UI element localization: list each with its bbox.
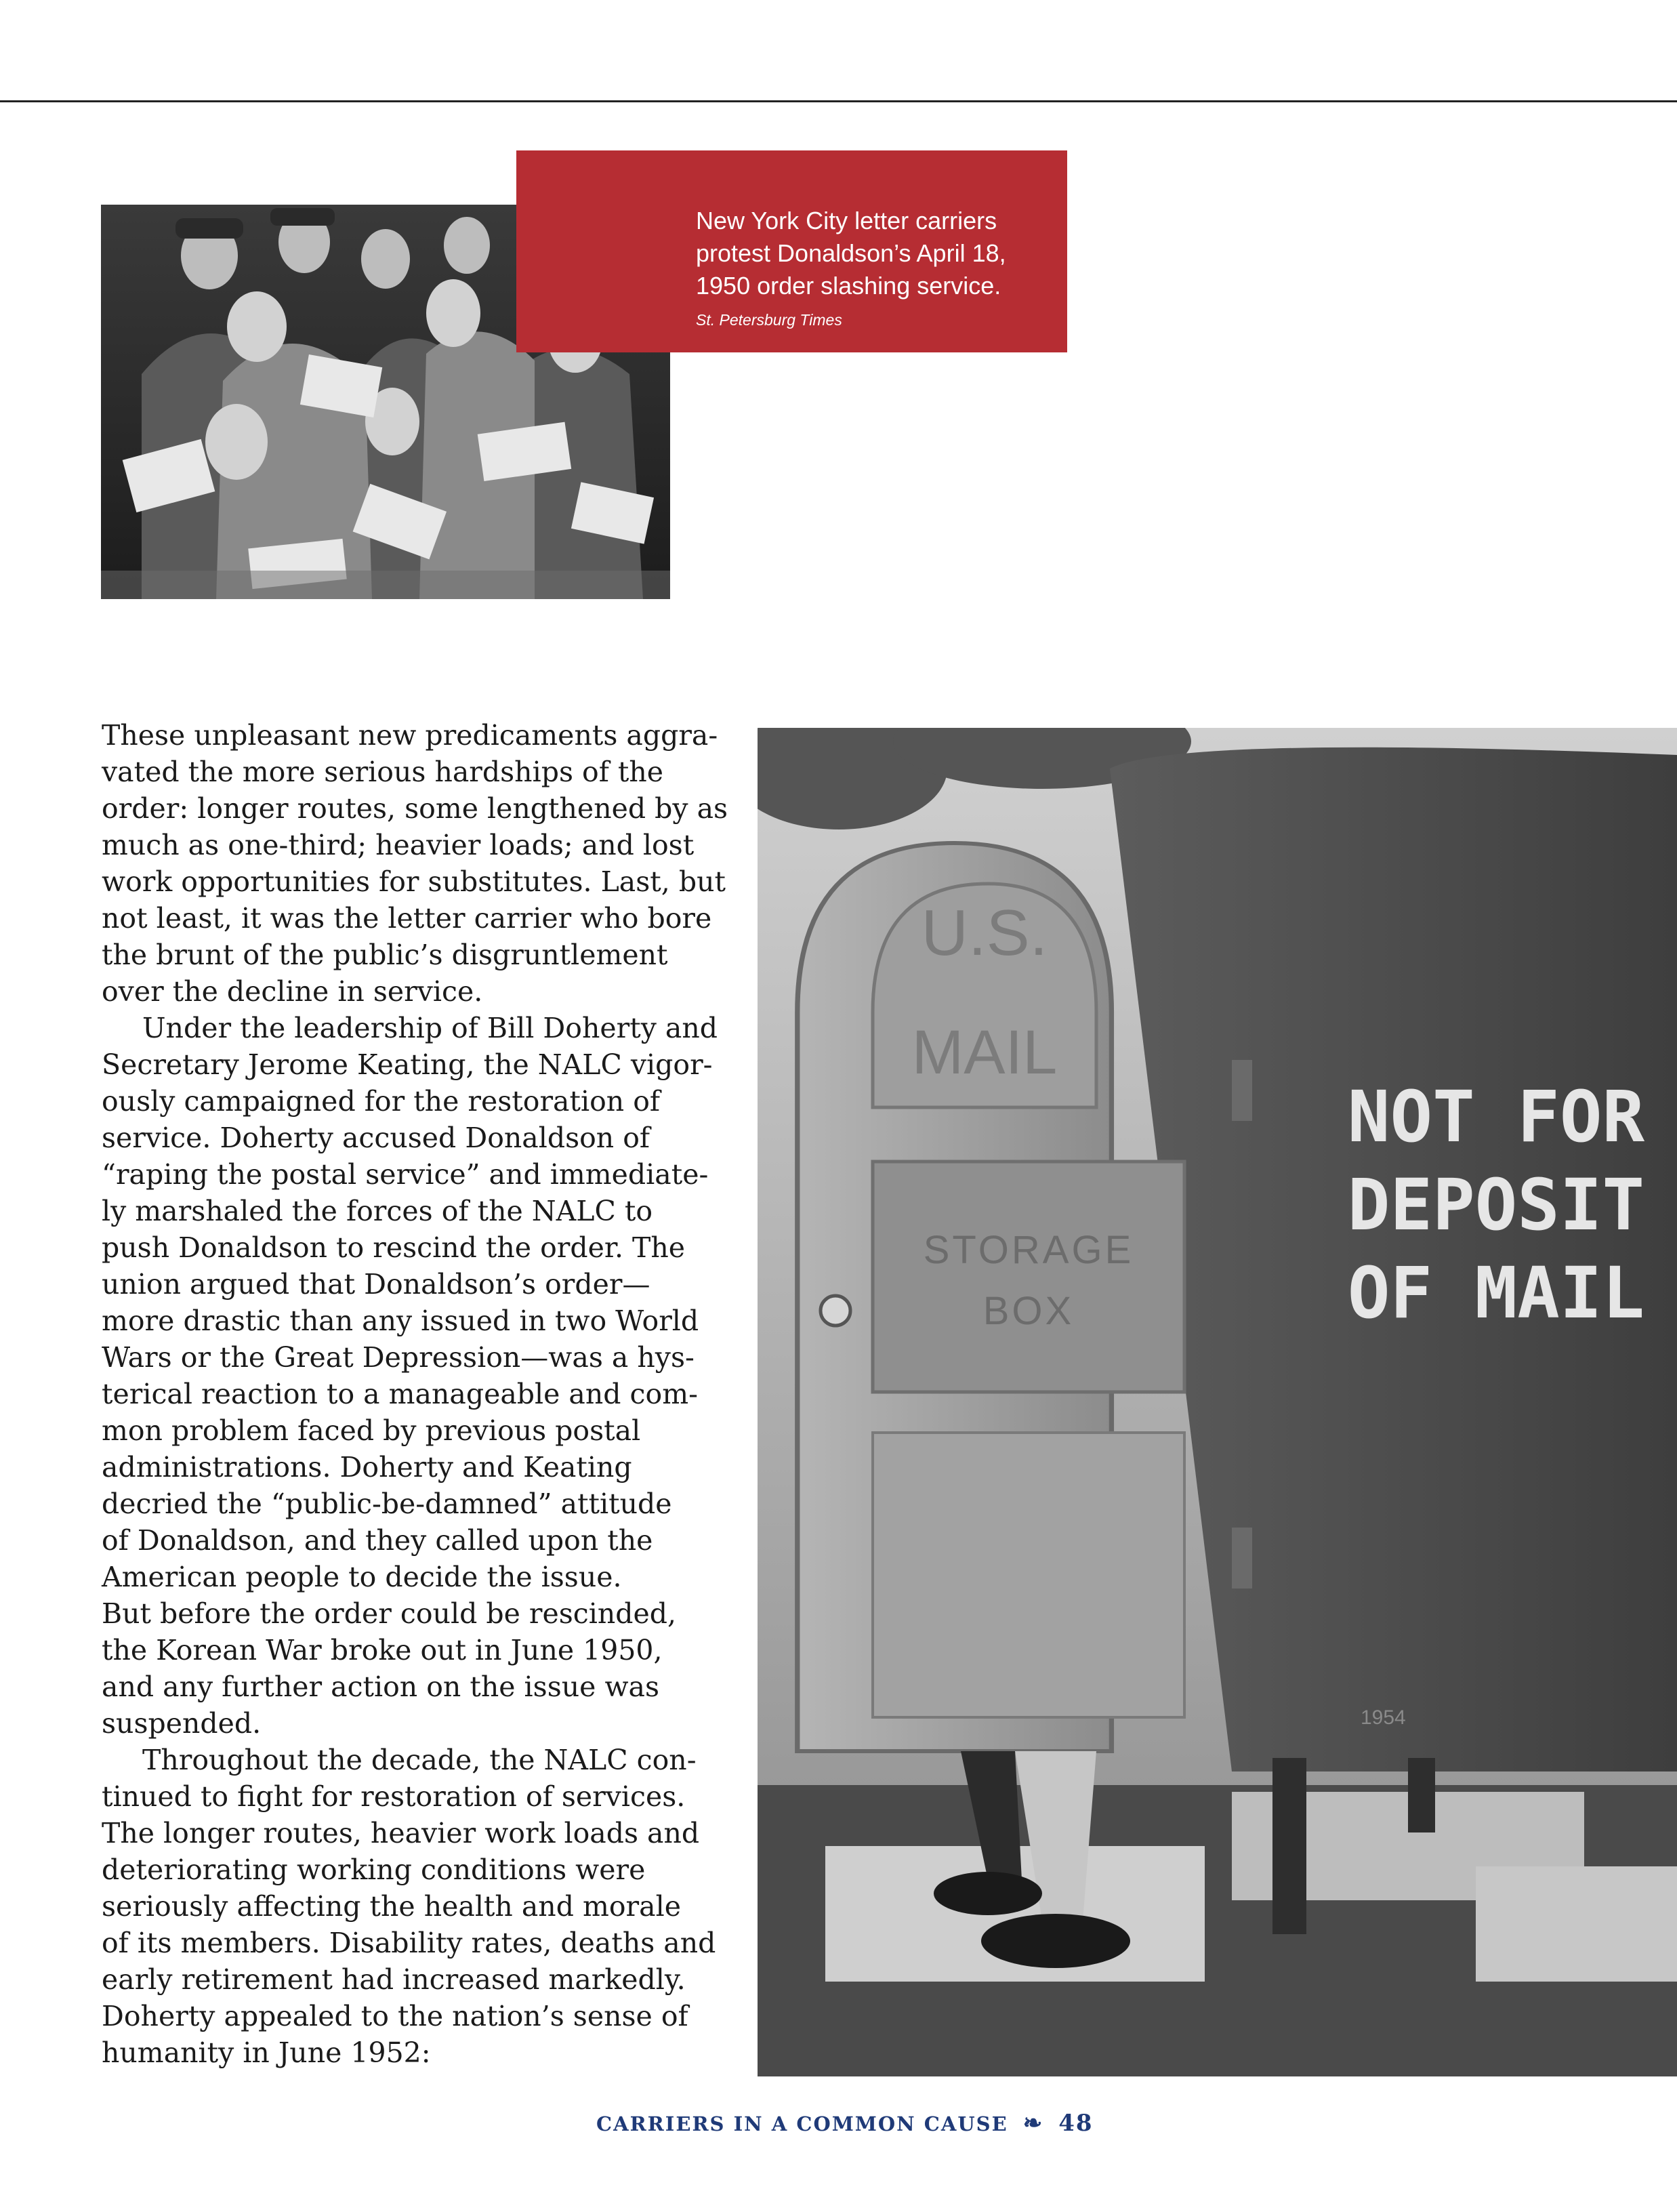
leaf-ornament-icon: ❧: [1022, 2110, 1044, 2137]
text-line: humanity in June 1952:: [102, 2036, 431, 2069]
mailbox-stencil-line2: DEPOSIT: [1347, 1164, 1645, 1246]
text-line: union argued that Donaldson’s order—: [102, 1268, 650, 1300]
text-line: Secretary Jerome Keating, the NALC vigor-: [102, 1048, 713, 1081]
text-line: But before the order could be rescinded,: [102, 1597, 677, 1630]
mailbox-stencil-line3: OF MAIL: [1347, 1252, 1645, 1334]
text-line: These unpleasant new predicaments aggra-: [102, 719, 718, 752]
mailbox-plate-line2: MAIL: [911, 1018, 1058, 1087]
photo-credit: St. Petersburg Times: [696, 311, 842, 329]
text-line: of Donaldson, and they called upon the: [102, 1524, 653, 1557]
text-line: ly marshaled the forces of the NALC to: [102, 1195, 653, 1227]
text-line: suspended.: [102, 1707, 262, 1740]
text-line: terical reaction to a manageable and com-: [102, 1378, 698, 1410]
text-line: push Donaldson to rescind the order. The: [102, 1231, 686, 1264]
text-line: work opportunities for substitutes. Last, but: [102, 865, 726, 898]
text-line: seriously affecting the health and morale: [102, 1890, 681, 1923]
article-body: [102, 717, 728, 2071]
text-line: the brunt of the public’s disgruntlement: [102, 939, 668, 971]
text-line: early retirement had increased markedly.: [102, 1963, 686, 1996]
text-line: the Korean War broke out in June 1950,: [102, 1634, 663, 1666]
text-line: over the decline in service.: [102, 975, 483, 1008]
mailbox-plate-line1: U.S.: [921, 897, 1048, 969]
text-line: administrations. Doherty and Keating: [102, 1451, 632, 1483]
text-line: Under the leadership of Bill Doherty and: [142, 1012, 718, 1044]
text-line: service. Doherty accused Donaldson of: [102, 1122, 650, 1154]
mailbox-storage-line1: STORAGE: [923, 1228, 1134, 1272]
text-line: American people to decide the issue.: [102, 1561, 622, 1593]
text-line: order: longer routes, some lengthened by as: [102, 792, 728, 825]
text-line: Throughout the decade, the NALC con-: [142, 1744, 697, 1776]
text-line: vated the more serious hardships of the: [102, 756, 664, 788]
text-line: mon problem faced by previous postal: [102, 1414, 641, 1447]
text-line: of its members. Disability rates, deaths and: [102, 1927, 716, 1959]
text-line: ously campaigned for the restoration of: [102, 1085, 661, 1118]
mailbox-year-mark: 1954: [1361, 1706, 1406, 1729]
text-line: Doherty appealed to the nation’s sense of: [102, 2000, 688, 2032]
text-line: tinued to fight for restoration of services.: [102, 1780, 686, 1813]
footer-book-title: CARRIERS IN A COMMON CAUSE: [596, 2112, 1008, 2135]
text-line: “raping the postal service” and immediate-: [102, 1158, 709, 1191]
mailbox-stencil-line1: NOT FOR: [1347, 1076, 1645, 1158]
mailbox-storage-line2: BOX: [982, 1289, 1075, 1333]
text-line: and any further action on the issue was: [102, 1671, 660, 1703]
top-rule: [0, 100, 1677, 102]
photo-mailbox-storage-box: [758, 728, 1677, 2076]
page-footer: [596, 2110, 1138, 2137]
text-line: deteriorating working conditions were: [102, 1853, 646, 1886]
text-line: much as one-third; heavier loads; and lost: [102, 829, 695, 861]
photo-caption: New York City letter carriers protest Donaldson’s April 18, 1950 order slashing service.: [696, 207, 1006, 300]
text-line: more drastic than any issued in two World: [102, 1305, 699, 1337]
text-line: Wars or the Great Depression—was a hys-: [102, 1341, 695, 1374]
text-line: not least, it was the letter carrier who bore: [102, 902, 712, 935]
photo-caption-box: [516, 150, 1067, 352]
text-line: The longer routes, heavier work loads and: [102, 1817, 700, 1849]
page-number: 48: [1058, 2110, 1094, 2137]
text-line: decried the “public-be-damned” attitude: [102, 1488, 672, 1520]
